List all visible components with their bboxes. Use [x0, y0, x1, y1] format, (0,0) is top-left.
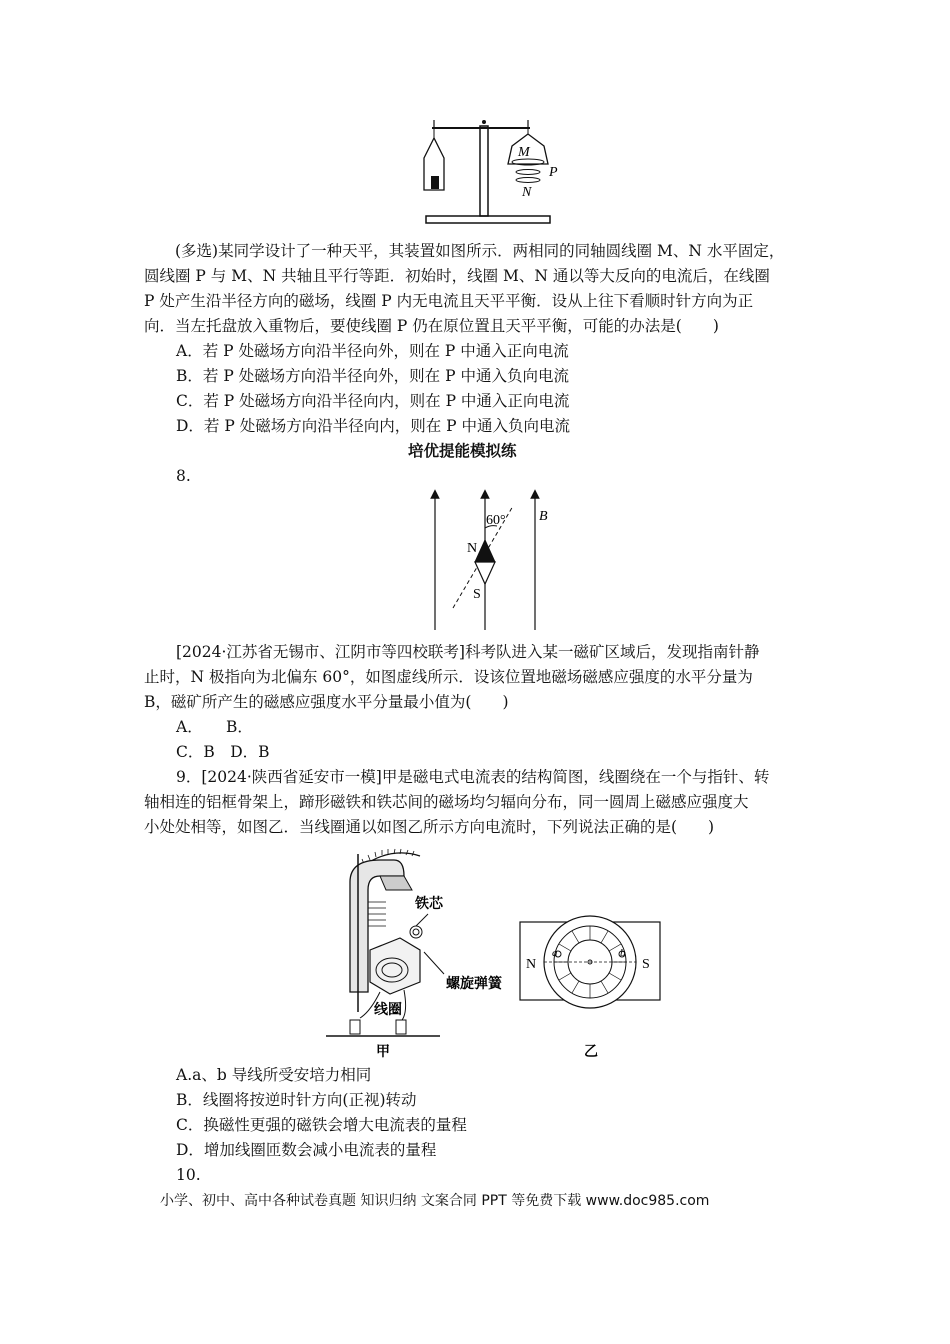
wire-b-label: b	[620, 947, 626, 959]
q9-stem-line-2: 轴相连的铝框骨架上，蹄形磁铁和铁芯间的磁场均匀辐向分布，同一圆周上磁感应强度大	[144, 793, 749, 811]
q7-option-a: A．若 P 处磁场方向沿半径向外，则在 P 中通入正向电流	[176, 342, 569, 360]
label-m: M	[518, 145, 530, 160]
spring-label: 螺旋弹簧	[446, 977, 502, 992]
needle-n-label: N	[467, 541, 478, 556]
radial-field-figure	[518, 910, 664, 1060]
q8-stem-line-3: B，磁矿所产生的磁感应强度水平分量最小值为( )	[144, 693, 509, 711]
wire-a-label: a	[552, 947, 558, 959]
q9-option-d: D．增加线圈匝数会减小电流表的量程	[176, 1141, 437, 1159]
q7-stem-line-3: P 处产生沿半径方向的磁场，线圈 P 内无电流且天平平衡．设从上往下看顺时针方向为正	[144, 292, 754, 310]
balance-figure	[412, 116, 562, 232]
label-n: N	[522, 185, 532, 200]
figure-yi-caption: 乙	[584, 1045, 598, 1060]
q7-option-b: B．若 P 处磁场方向沿半径向外，则在 P 中通入负向电流	[176, 367, 569, 385]
magnet-n-label: N	[526, 957, 537, 972]
label-p: P	[549, 165, 558, 180]
coil-label: 线圈	[374, 1003, 402, 1018]
q8-options-row-2: C．B D．B	[176, 743, 270, 761]
q8-stem-line-2: 止时，N 极指向为北偏东 60°，如图虚线所示．设该位置地磁场磁感应强度的水平分量为	[144, 668, 753, 686]
q10-number: 10.	[176, 1166, 201, 1184]
q8-stem-line-1: [2024·江苏省无锡市、江阴市等四校联考]科考队进入某一磁矿区域后，发现指南针静	[176, 643, 760, 661]
q8-number: 8.	[176, 467, 191, 485]
q7-option-c: C．若 P 处磁场方向沿半径向内，则在 P 中通入正向电流	[176, 392, 570, 410]
galvanometer-figure	[320, 842, 510, 1060]
q7-option-d: D．若 P 处磁场方向沿半径向内，则在 P 中通入负向电流	[176, 417, 570, 435]
needle-s-label: S	[473, 587, 481, 602]
q8-options-row-1: A． B．	[176, 718, 253, 736]
figure-jia-caption: 甲	[376, 1045, 390, 1060]
q9-option-c: C．换磁性更强的磁铁会增大电流表的量程	[176, 1116, 467, 1134]
iron-core-label: 铁芯	[415, 897, 443, 912]
q9-stem-line-3: 小处处相等，如图乙．当线圈通以如图乙所示方向电流时，下列说法正确的是( )	[144, 818, 715, 836]
q7-stem-line-1: (多选)某同学设计了一种天平，其装置如图所示．两相同的同轴圆线圈 M、N 水平固定，	[175, 242, 785, 260]
q7-stem-line-4: 向．当左托盘放入重物后，要使线圈 P 仍在原位置且天平平衡，可能的办法是( )	[144, 317, 719, 335]
field-b-label: B	[539, 509, 548, 524]
section-title: 培优提能模拟练	[408, 442, 517, 460]
q7-stem-line-2: 圆线圈 P 与 M、N 共轴且平行等距．初始时，线圈 M、N 通以等大反向的电流后，在线圈	[144, 267, 770, 285]
q9-option-a: A.a、b 导线所受安培力相同	[176, 1066, 372, 1084]
page-footer: 小学、初中、高中各种试卷真题 知识归纳 文案合同 PPT 等免费下载 www.doc985.com	[160, 1193, 710, 1209]
magnet-s-label: S	[642, 957, 650, 972]
q9-option-b: B．线圈将按逆时针方向(正视)转动	[176, 1091, 417, 1109]
q9-stem-line-1: 9．[2024·陕西省延安市一模]甲是磁电式电流表的结构简图，线圈绕在一个与指针、转	[176, 768, 770, 786]
compass-figure	[425, 488, 565, 634]
angle-label: 60°	[486, 513, 506, 528]
